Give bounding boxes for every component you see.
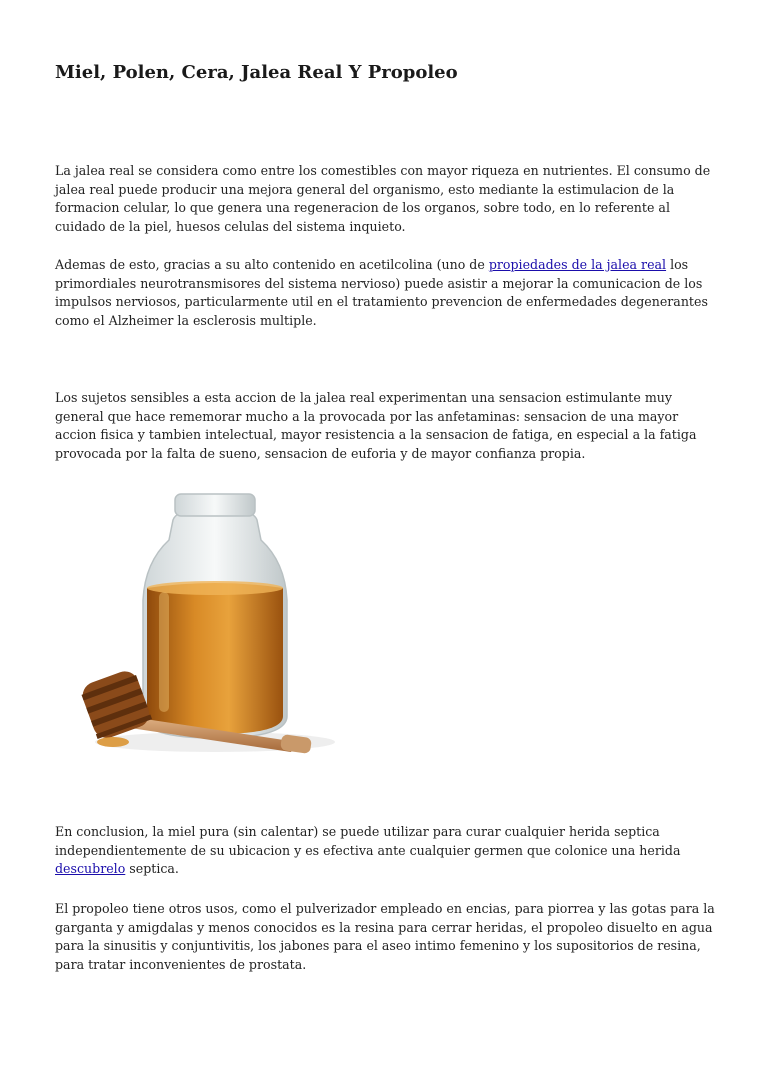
paragraph-text: septica.: [125, 861, 179, 877]
paragraph-text: En conclusion, la miel pura (sin calentar) se puede utilizar para curar cualquier herida septica independientemente de su ubicacion y es efectiva ante cualquier germen que colonice una herida: [55, 824, 681, 858]
paragraph-sujetos-sensibles: Los sujetos sensibles a esta accion de la jalea real experimentan una sensacion estimulante muy general que hace rememorar mucho a la provocada por las anfetaminas: sensacion de una mayor accion fisica y tambien intelectual, mayor resistencia a la sensacion de fatiga, en especial a la fatiga provocada por la falta de sueno, sensacion de euforia y de mayor confianza propia.: [55, 390, 697, 461]
paragraph-text: Ademas de esto, gracias a su alto contenido en acetilcolina (uno de: [55, 257, 489, 272]
paragraph-propoleo-usos: El propoleo tiene otros usos, como el pulverizador empleado en encias, para piorrea y las gotas para la garganta y amigdalas y menos conocidos es la resina para cerrar heridas, el propoleo disuelto en agua para la sinusitis y conjuntivitis, los jabones para el aseo intimo femenino y los supositorios de resina, para tratar inconvenientes de prostata.: [55, 901, 715, 972]
link-descubrelo[interactable]: descubrelo: [55, 861, 126, 877]
paragraph-jalea-nutrientes: La jalea real se considera como entre los comestibles con mayor riqueza en nutrientes. El consumo de jalea real puede producir una mejora general del organismo, esto mediante la estimulacion de la formacion celular, lo que genera una regeneracion de los organos, sobre todo, en lo referente al cuidado de la piel, huesos celulas del sistema inquieto.: [55, 163, 711, 234]
paragraph-miel-pura: [55, 823, 717, 879]
honey-jar-image: [55, 480, 343, 765]
page-title: Miel, Polen, Cera, Jalea Real Y Propoleo: [55, 62, 458, 83]
link-propiedades-jalea-real[interactable]: propiedades de la jalea real: [488, 257, 667, 272]
paragraph-acetilcolina: [55, 256, 717, 330]
paragraph-text: los primordiales neurotransmisores del sistema nervioso) puede asistir a mejorar la comunicacion de los impulsos nerviosos, particularmente util en el tratamiento prevencion de enfermedades degenerantes como el Alzheimer la esclerosis multiple.: [55, 257, 708, 328]
